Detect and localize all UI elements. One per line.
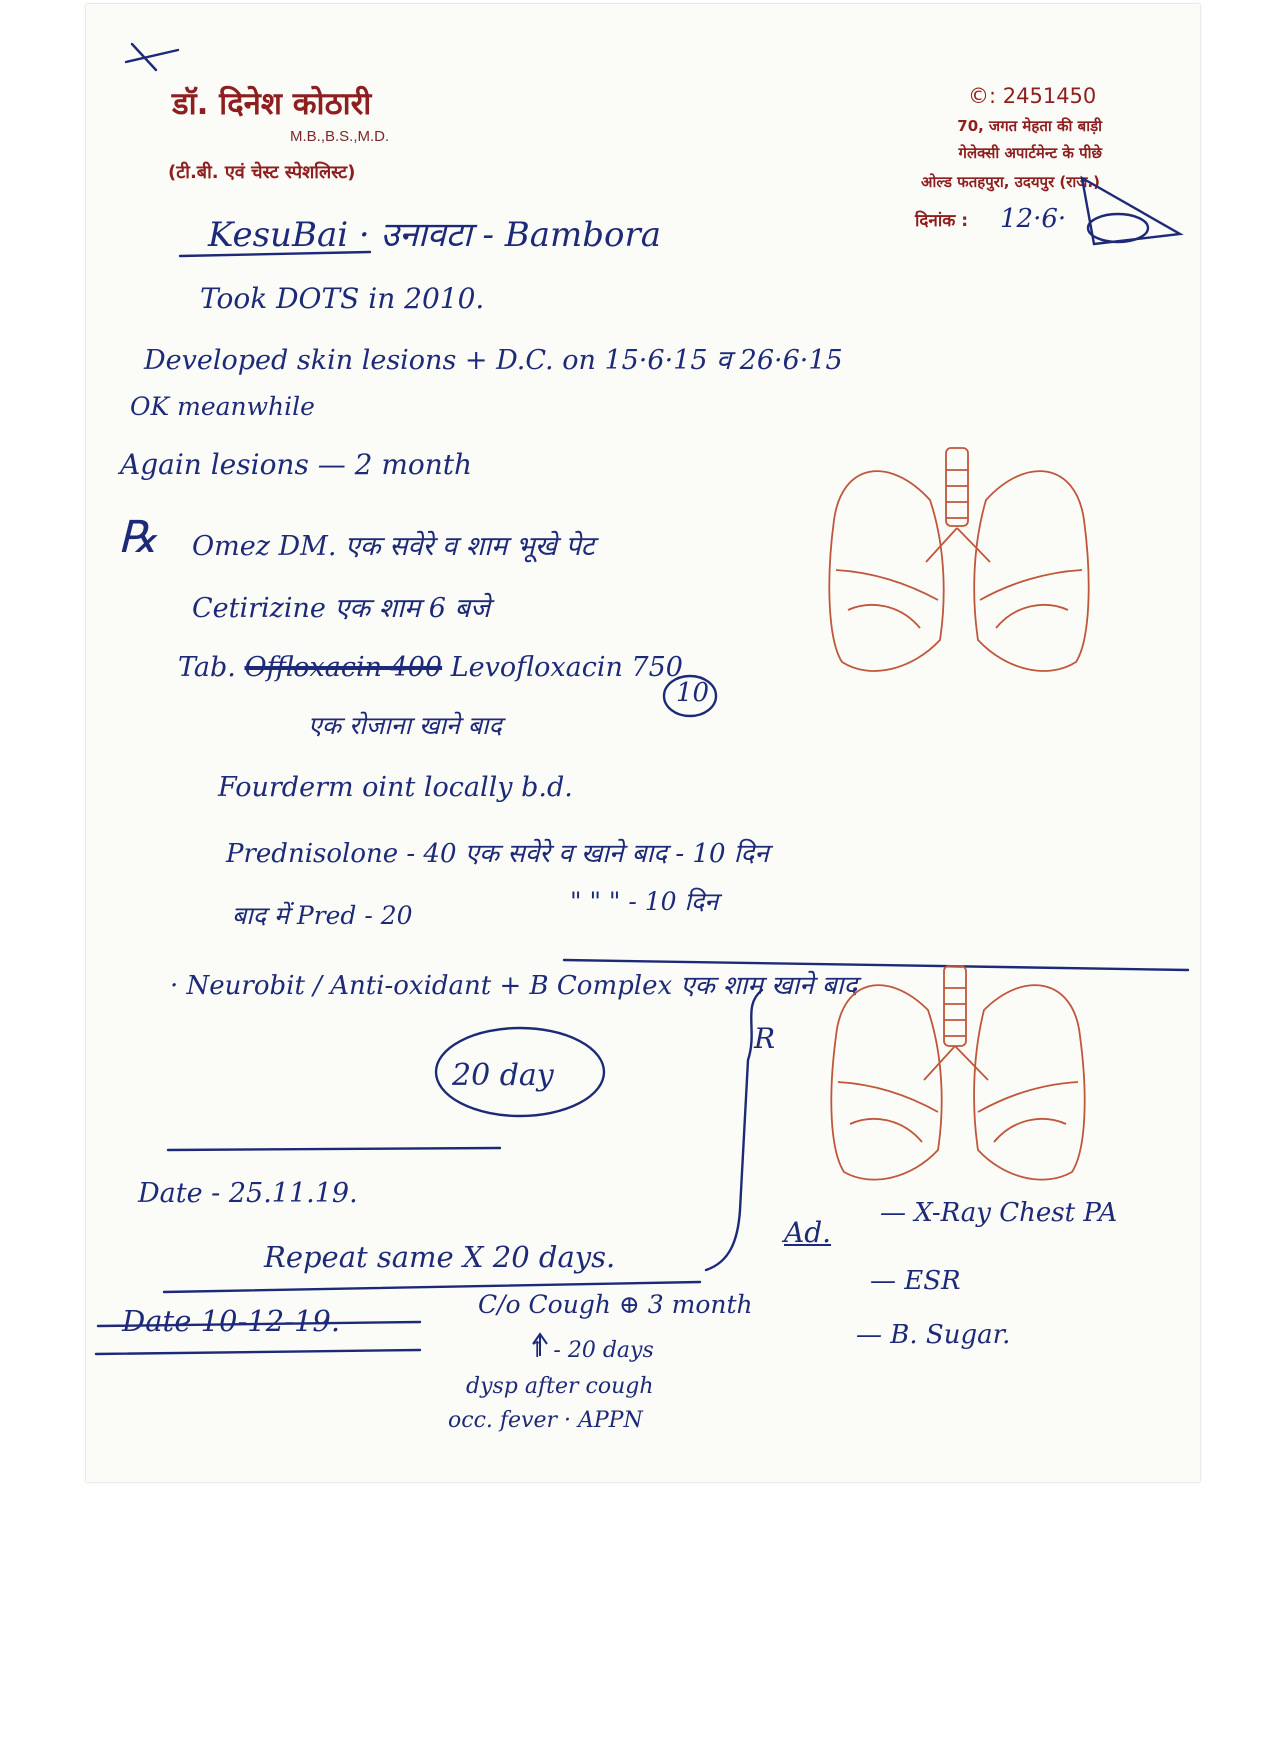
trachea-upper bbox=[946, 448, 968, 526]
date-initial-circle bbox=[1088, 214, 1148, 242]
rx-line-3b: एक रोजाना खाने बाद bbox=[308, 711, 502, 740]
followup-2-underline bbox=[96, 1322, 420, 1354]
followup-2-note-2: ↑ - 20 days bbox=[528, 1338, 654, 1363]
followup-1-date: Date - 25.11.19. bbox=[138, 1178, 358, 1209]
rx-symbol: ℞ bbox=[118, 512, 158, 563]
doctor-speciality: (टी.बी. एवं चेस्ट स्पेशलिस्ट) bbox=[168, 162, 356, 183]
lung-diagram-upper bbox=[829, 448, 1088, 671]
rx-line-1: Omez DM. एक सवेरे व शाम भूखे पेट bbox=[192, 531, 595, 562]
date-label: दिनांक : bbox=[915, 211, 969, 231]
date-triangle-mark bbox=[1082, 178, 1180, 244]
rx-line-5: Prednisolone - 40 एक सवेरे व खाने बाद - 10 दिन bbox=[226, 839, 769, 869]
followup-2-note-1: C/o Cough ⊕ 3 month bbox=[478, 1290, 753, 1319]
reference-mark: R bbox=[754, 1022, 776, 1055]
advice-item-1: — X-Ray Chest PA bbox=[880, 1198, 1118, 1228]
rx-line-6b: " " " - 10 दिन bbox=[570, 887, 719, 916]
patient-name: KesuBai · उनावटा - Bambora bbox=[208, 215, 662, 255]
rx-line-3-new: Levofloxacin 750 bbox=[450, 652, 683, 683]
history-line-4: Again lesions — 2 month bbox=[120, 448, 473, 481]
doctor-qualification: M.B.,B.S.,M.D. bbox=[290, 128, 390, 145]
clinic-address-line3: ओल्ड फतहपुरा, उदयपुर (राज.) bbox=[921, 173, 1100, 191]
rx-line-2: Cetirizine एक शाम 6 बजे bbox=[192, 593, 491, 624]
count-circle bbox=[664, 676, 716, 716]
advice-label: Ad. bbox=[784, 1216, 832, 1249]
trachea-lower bbox=[944, 966, 966, 1046]
followup-1-underline bbox=[164, 1282, 700, 1292]
rx-course-count: 10 bbox=[676, 678, 710, 708]
followup-2-note-3: dysp after cough bbox=[466, 1374, 654, 1399]
followup-1-note: Repeat same X 20 days. bbox=[264, 1240, 616, 1274]
rx-line-3-prefix: Tab. bbox=[178, 652, 236, 683]
followup-2-note-4: occ. fever · APPN bbox=[448, 1408, 643, 1433]
clinic-phone: ©: 2451450 bbox=[968, 84, 1097, 108]
history-line-3: OK meanwhile bbox=[130, 392, 315, 421]
rx-line-3-struck: Offloxacin 400 bbox=[244, 652, 443, 683]
increase-arrow-icon bbox=[533, 1334, 547, 1356]
visit-date: 12·6· bbox=[1000, 204, 1067, 234]
followup-2-date: Date 10-12-19. bbox=[122, 1304, 341, 1338]
separator-line bbox=[168, 1148, 500, 1150]
history-line-1: Took DOTS in 2010. bbox=[200, 282, 485, 315]
clinic-address-line1: 70, जगत मेहता की बाड़ी bbox=[957, 117, 1102, 135]
clinic-address-line2: गेलेक्सी अपार्टमेन्ट के पीछे bbox=[958, 144, 1102, 162]
duration-circle bbox=[436, 1028, 604, 1116]
course-duration: 20 day bbox=[452, 1058, 554, 1093]
rx-line-4: Fourderm oint locally b.d. bbox=[218, 772, 573, 803]
bracket-vertical-line bbox=[706, 990, 762, 1270]
patient-underline bbox=[180, 252, 370, 256]
rx-line-6a: बाद में Pred - 20 bbox=[232, 901, 413, 930]
lung-diagram-lower bbox=[831, 966, 1084, 1180]
bracket-top-line bbox=[564, 960, 1188, 970]
doctor-name: डॉ. दिनेश कोठारी bbox=[172, 86, 372, 122]
rx-line-7: · Neurobit / Anti-oxidant + B Complex एक शाम खाने बाद bbox=[170, 971, 858, 1001]
advice-item-2: — ESR bbox=[870, 1266, 961, 1296]
history-line-2: Developed skin lesions + D.C. on 15·6·15 व 26·6·15 bbox=[144, 345, 843, 376]
advice-item-3: — B. Sugar. bbox=[856, 1320, 1011, 1350]
cross-mark bbox=[126, 44, 178, 70]
